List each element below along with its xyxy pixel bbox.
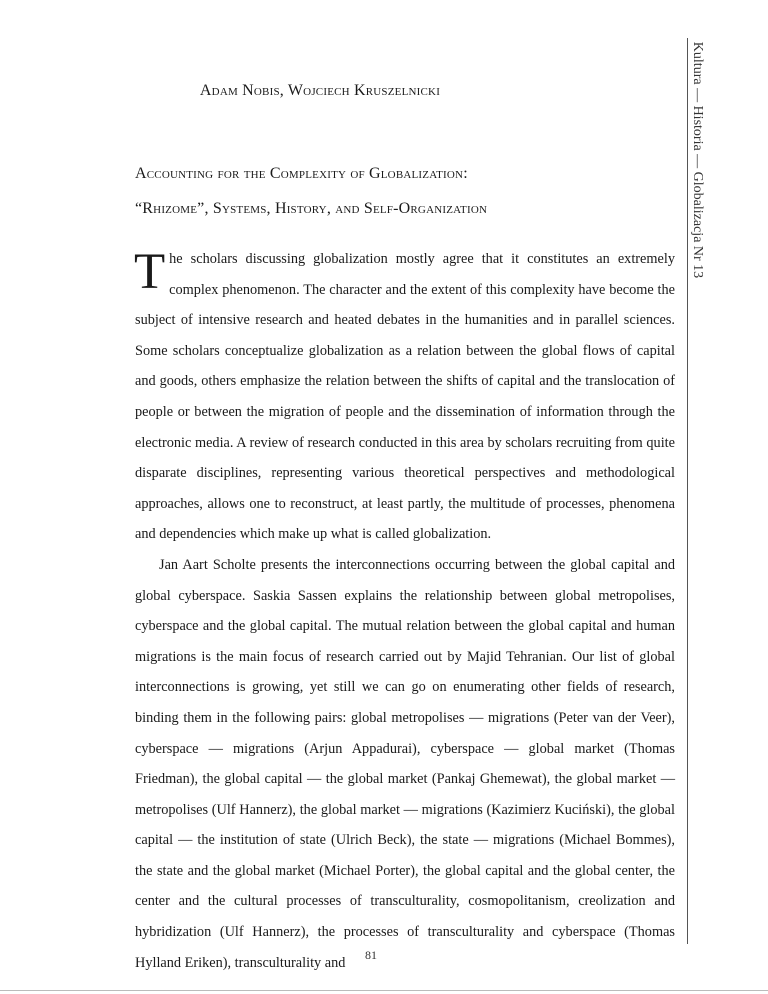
drop-cap: T: [134, 244, 166, 300]
page-number: [0, 948, 768, 963]
paragraph-2: Jan Aart Scholte presents the interconnections occurring between the global capital and global cyberspace. Saskia Sassen explains the relationship between global metropolises, cyberspace and the global capital. The mutual relation between the global capital and human migrations is the main focus of research carried out by Majid Tehranian. Our list of global interconnections is growing, yet still we can go on enumerating other fields of research, binding them in the following pairs: global metropolises — migrations (Peter van der Veer), cyberspace — migrations (Arjun Appadurai), cyberspace — global market (Thomas Friedman), the global capital — the global market (Pankaj Ghemewat), the global market — metropolises (Ulf Hannerz), the global market — migrations (Kazimierz Kuciński), the global capital — the institution of state (Ulrich Beck), the state — migrations (Michael Bommes), the state and the global market (Michael Porter), the global capital and the global center, the center and the cultural processes of transculturality, cosmopolitanism, creolization and hybridization (Ulf Hannerz), the processes of transculturality and cyberspace (Thomas Hylland Eriken), transculturality and: [135, 556, 675, 971]
article-body: [135, 244, 675, 978]
page-number-value: 81: [365, 948, 377, 962]
article-title-line-2: “Rhizome”, Systems, History, and Self-Organization: [135, 200, 488, 217]
article-authors: Adam Nobis, Wojciech Kruszelnicki: [199, 82, 441, 99]
paragraph-1: [135, 244, 675, 550]
paragraph-1-text: he scholars discussing globalization mostly agree that it constitutes an extremely complex phenomenon. The character and the extent of this complexity have become the subject of intensive research and heated debates in the humanities and in parallel sciences. Some scholars conceptualize globalization as a relation between the global flows of capital and goods, others emphasize the relation between the shifts of capital and the translocation of people or between the migration of people and the dissemination of information through the electronic media. A review of research conducted in this area by scholars recruiting from quite disparate disciplines, representing various theoretical perspectives and methodological approaches, allows one to reconstruct, at least partly, the multitude of processes, phenomena and dependencies which make up what is called globalization.: [135, 251, 675, 543]
page-bottom-edge: [0, 990, 768, 991]
running-header: Kultura — Historia — Globalizacja Nr 13: [690, 41, 705, 279]
article-title-line-1: Accounting for the Complexity of Globalization:: [135, 165, 468, 182]
